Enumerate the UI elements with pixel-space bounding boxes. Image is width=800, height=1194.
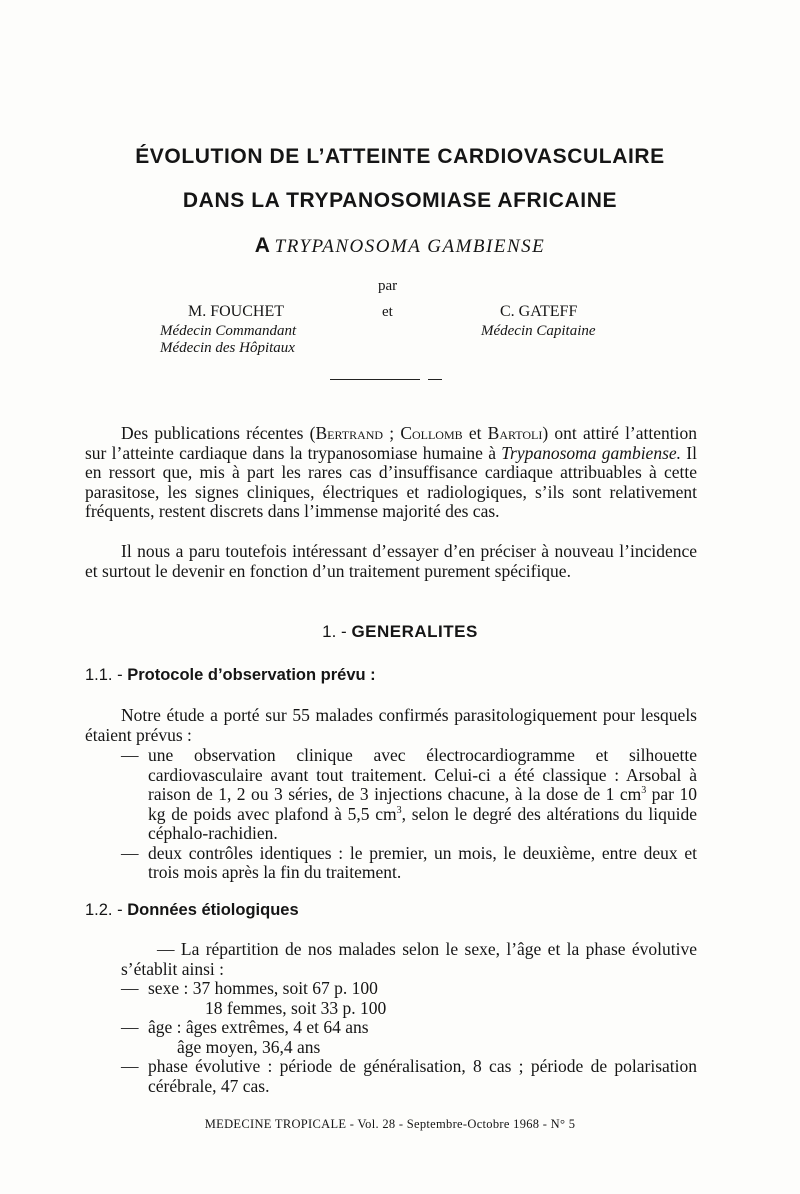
author-ref-bartoli: Bartoli bbox=[487, 423, 543, 443]
list-intro-text: La répartition de nos malades selon le sexe, l’âge et la phase évolutive s’établit ainsi : bbox=[121, 939, 698, 979]
subsection-title: Protocole d’observation prévu : bbox=[127, 666, 376, 684]
article-title-line1: ÉVOLUTION DE L’ATTEINTE CARDIOVASCULAIRE bbox=[135, 145, 665, 168]
subsection-number: 1.1. - bbox=[85, 666, 123, 684]
superscript: 3 bbox=[641, 785, 647, 797]
journal-footer: MEDECINE TROPICALE - Vol. 28 - Septembre-Octobre 1968 - N° 5 bbox=[204, 1117, 576, 1131]
list-subline: 18 femmes, soit 33 p. 100 bbox=[205, 997, 387, 1018]
list-item-text: deux contrôles identiques : le premier, un mois, le deuxième, entre deux et trois mois après la fin du traitement. bbox=[148, 842, 697, 882]
section-heading bbox=[0, 622, 800, 642]
author2-name: C. GATEFF bbox=[500, 303, 578, 320]
separator-rule-short bbox=[428, 379, 442, 380]
intro-text: Il en ressort que, mis à part les rares cas d’insuffisance cardiaque attribuables à cette parasitose, les signes cliniques, électriques et radiologiques, s’ils sont relativement fréquents, restent discrets dans l’immense majorité des cas. bbox=[85, 442, 697, 521]
subsection-1-1-paragraph: Notre étude a porté sur 55 malades confirmés parasitologiquement pour lesquels étaient prévus : bbox=[85, 705, 697, 745]
list-item-text: par 10 kg de poids avec plafond à 5,5 cm bbox=[148, 784, 697, 824]
etiology-list bbox=[85, 940, 697, 1096]
intro-paragraph-1 bbox=[85, 424, 697, 522]
intro-text: Des publications récentes ( bbox=[121, 423, 316, 443]
subsection-number: 1.2. - bbox=[85, 901, 123, 919]
list-item-text: , selon le degré des altérations du liquide céphalo-rachidien. bbox=[148, 803, 697, 843]
separator-rule bbox=[330, 379, 420, 380]
dash: — bbox=[121, 842, 139, 863]
author-ref-bertrand: Bertrand bbox=[315, 423, 384, 443]
list-item-text: âge : âges extrêmes, 4 et 64 ans bbox=[148, 1017, 369, 1037]
subtitle-species: TRYPANOSOMA GAMBIENSE bbox=[274, 236, 546, 257]
list-item bbox=[85, 1018, 697, 1038]
subsection-1-2-heading bbox=[85, 901, 299, 920]
dash: — bbox=[121, 1056, 139, 1076]
list-item-text: phase évolutive : période de généralisation, 8 cas ; période de polarisation cérébrale, 47 cas. bbox=[148, 1056, 697, 1096]
subsection-title: Données étiologiques bbox=[127, 901, 299, 919]
species-name: Trypanosoma gambiense. bbox=[501, 442, 682, 463]
subtitle-lead: A bbox=[254, 234, 270, 257]
superscript: 3 bbox=[396, 804, 402, 816]
intro-text: ; bbox=[383, 423, 401, 443]
author2-role1: Médecin Capitaine bbox=[481, 323, 596, 339]
list-item bbox=[85, 746, 697, 844]
article-title-line2: DANS LA TRYPANOSOMIASE AFRICAINE bbox=[182, 189, 618, 212]
section-number: 1. - bbox=[322, 622, 347, 641]
subsection-1-1-heading bbox=[85, 666, 376, 685]
par-label: par bbox=[378, 278, 398, 294]
author1-name: M. FOUCHET bbox=[188, 303, 285, 320]
list-intro bbox=[85, 940, 697, 979]
section-title: GENERALITES bbox=[351, 622, 478, 641]
intro-paragraph-2: Il nous a paru toutefois intéressant d’essayer d’en préciser à nouveau l’incidence et surtout le devenir en fonction d’un traitement purement spécifique. bbox=[85, 541, 697, 581]
list-item-text: sexe : 37 hommes, soit 67 p. 100 bbox=[148, 978, 378, 998]
protocol-list bbox=[85, 746, 697, 883]
intro-text: et bbox=[462, 423, 488, 443]
dash: — bbox=[121, 1017, 139, 1037]
et-label: et bbox=[382, 304, 393, 320]
dash: — bbox=[121, 745, 139, 765]
list-item bbox=[85, 1057, 697, 1096]
intro-text: ) ont attiré l’attention sur l’atteinte cardiaque dans la trypanosomiase humaine à bbox=[85, 423, 697, 463]
article-subtitle bbox=[0, 234, 800, 258]
dash: — bbox=[121, 978, 139, 998]
author-ref-collomb: Collomb bbox=[400, 423, 463, 443]
author1-role1: Médecin Commandant bbox=[160, 323, 297, 339]
list-subline: âge moyen, 36,4 ans bbox=[177, 1036, 321, 1057]
dash: — bbox=[157, 939, 175, 959]
list-item-text: une observation clinique avec électrocardiogramme et silhouette cardiovasculaire avant tout traitement. Celui-ci a été classique : Arsobal à raison de 1, 2 ou 3 séries, de 3 injections chacune, à la dose de 1 cm bbox=[148, 745, 697, 804]
list-item bbox=[85, 844, 697, 883]
list-item bbox=[85, 979, 697, 999]
author1-role2: Médecin des Hôpitaux bbox=[160, 340, 295, 356]
